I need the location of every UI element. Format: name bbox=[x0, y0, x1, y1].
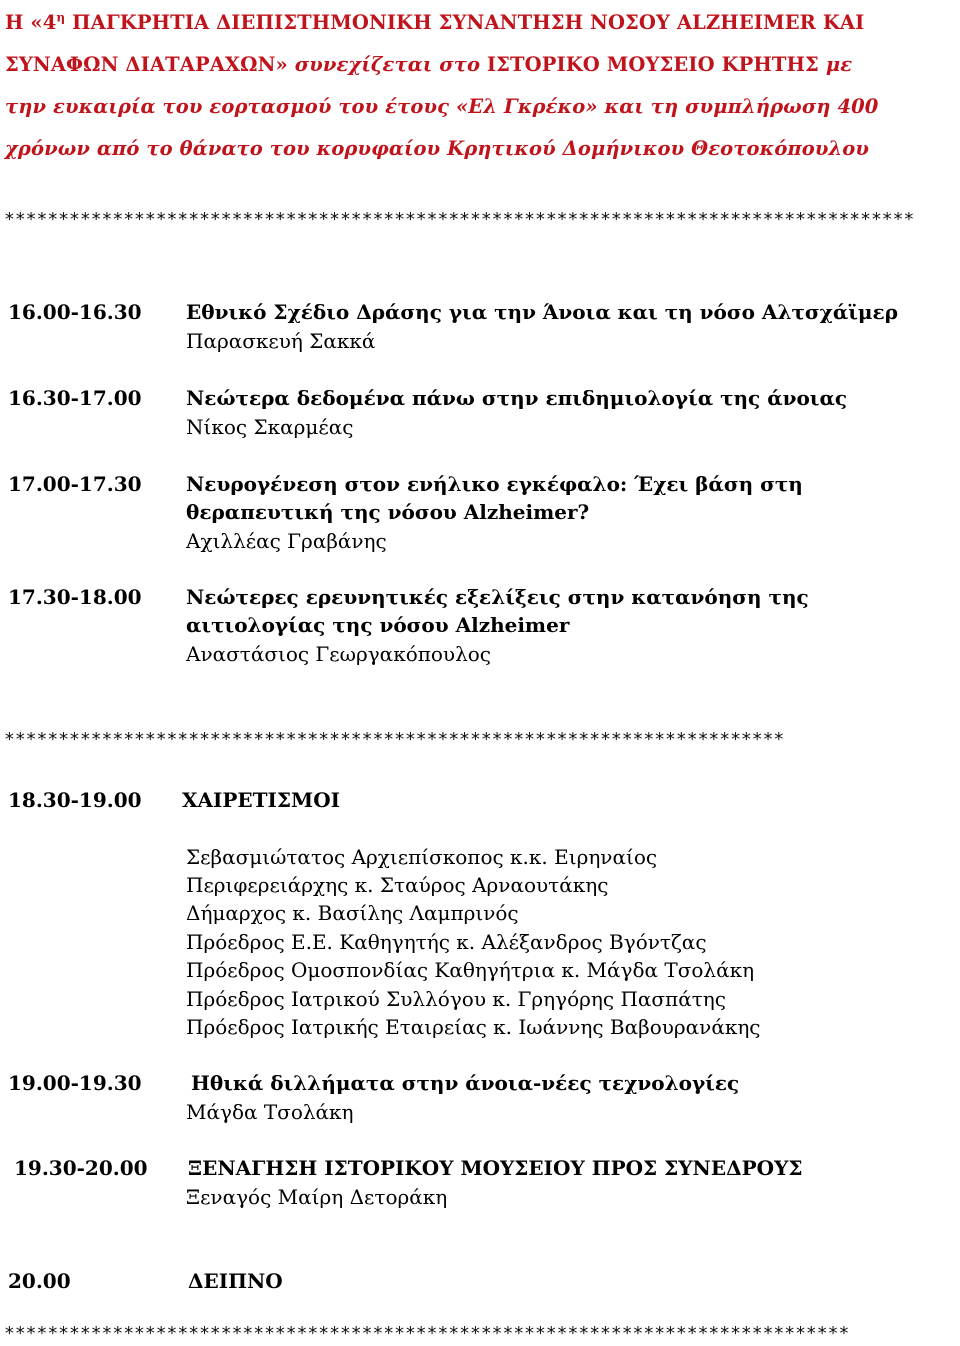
separator-bottom: ****************************************************************************** bbox=[4, 1323, 850, 1344]
greeting-line: Δήμαρχος κ. Βασίλης Λαμπρινός bbox=[186, 901, 519, 925]
session-time: 17.30-18.00 bbox=[8, 585, 142, 609]
tour-guide: Ξεναγός Μαίρη Δετοράκη bbox=[186, 1185, 448, 1209]
session-title: Εθνικό Σχέδιο Δράσης για την Άνοια και τη νόσο Αλτσχάϊμερ bbox=[186, 300, 898, 324]
session-speaker: Αχιλλέας Γραβάνης bbox=[186, 529, 387, 553]
session-time: 17.00-17.30 bbox=[8, 472, 142, 496]
session-title-cont: αιτιολογίας της νόσου Alzheimer bbox=[186, 613, 570, 637]
session-time: 16.00-16.30 bbox=[8, 300, 142, 324]
greeting-line: Πρόεδρος Ιατρικού Συλλόγου κ. Γρηγόρης Πασπάτης bbox=[186, 987, 726, 1011]
header-line-1 bbox=[5, 2, 955, 44]
ethics-time: 19.00-19.30 bbox=[8, 1071, 142, 1095]
greeting-line: Πρόεδρος Ομοσπονδίας Καθηγήτρια κ. Μάγδα Τσολάκη bbox=[186, 958, 755, 982]
header-line-2 bbox=[5, 44, 955, 86]
ethics-title: Ηθικά διλλήματα στην άνοια-νέες τεχνολογίες bbox=[191, 1071, 740, 1095]
greeting-line: Περιφερειάρχης κ. Σταύρος Αρναουτάκης bbox=[186, 873, 609, 897]
separator-middle: ************************************************************************ bbox=[4, 729, 785, 750]
greetings-time: 18.30-19.00 bbox=[8, 788, 142, 812]
session-time: 16.30-17.00 bbox=[8, 386, 142, 410]
ethics-speaker: Μάγδα Τσολάκη bbox=[186, 1100, 354, 1124]
dinner-title: ΔΕΙΠΝΟ bbox=[188, 1269, 283, 1293]
greeting-line: Σεβασμιώτατος Αρχιεπίσκοπος κ.κ. Ειρηναίος bbox=[186, 845, 658, 869]
header-line-1-rest: ΠΑΓΚΡΗΤΙΑ ΔΙΕΠΙΣΤΗΜΟΝΙΚΗ ΣΥΝΑΝΤΗΣΗ ΝΟΣΟΥ ALZHEIMER ΚΑΙ bbox=[65, 11, 865, 34]
header-line-2-d: με bbox=[825, 53, 853, 76]
greeting-line: Πρόεδρος Ιατρικής Εταιρείας κ. Ιωάννης Βαβουρανάκης bbox=[186, 1015, 761, 1039]
session-title: Νεώτερα δεδομένα πάνω στην επιδημιολογία της άνοιας bbox=[186, 386, 848, 410]
session-speaker: Νίκος Σκαρμέας bbox=[186, 415, 354, 439]
separator-top: ************************************************************************************ bbox=[4, 209, 915, 230]
session-title-cont: θεραπευτική της νόσου Alzheimer? bbox=[186, 500, 590, 524]
header-line-2-a: ΣΥΝΑΦΩΝ ΔΙΑΤΑΡΑΧΩΝ» bbox=[5, 53, 295, 76]
header-line-4: χρόνων από το θάνατο του κορυφαίου Κρητικού Δομήνικου Θεοτοκόπουλου bbox=[5, 137, 870, 160]
header bbox=[5, 2, 955, 170]
tour-time: 19.30-20.00 bbox=[14, 1156, 148, 1180]
greetings-title: ΧΑΙΡΕΤΙΣΜΟΙ bbox=[182, 788, 340, 812]
session-speaker: Αναστάσιος Γεωργακόπουλος bbox=[186, 642, 491, 666]
header-line-3: την ευκαιρία του εορτασμού του έτους «Ελ Γκρέκο» και τη συμπλήρωση 400 bbox=[5, 95, 879, 118]
header-line-1-start: Η «4 bbox=[5, 11, 57, 34]
tour-title: ΞΕΝΑΓΗΣΗ ΙΣΤΟΡΙΚΟΥ ΜΟΥΣΕΙΟΥ ΠΡΟΣ ΣΥΝΕΔΡΟΥΣ bbox=[188, 1156, 803, 1180]
session-title: Νευρογένεση στον ενήλικο εγκέφαλο: Έχει βάση στη bbox=[186, 472, 803, 496]
greeting-line: Πρόεδρος Ε.Ε. Καθηγητής κ. Αλέξανδρος Βγόντζας bbox=[186, 930, 707, 954]
session-speaker: Παρασκευή Σακκά bbox=[186, 329, 376, 353]
header-line-2-c: ΙΣΤΟΡΙΚΟ ΜΟΥΣΕΙΟ ΚΡΗΤΗΣ bbox=[480, 53, 826, 76]
dinner-time: 20.00 bbox=[8, 1269, 71, 1293]
header-line-2-b: συνεχίζεται στο bbox=[294, 53, 481, 76]
session-title: Νεώτερες ερευνητικές εξελίξεις στην κατανόηση της bbox=[186, 585, 809, 609]
ordinal-suffix: η bbox=[56, 10, 66, 25]
